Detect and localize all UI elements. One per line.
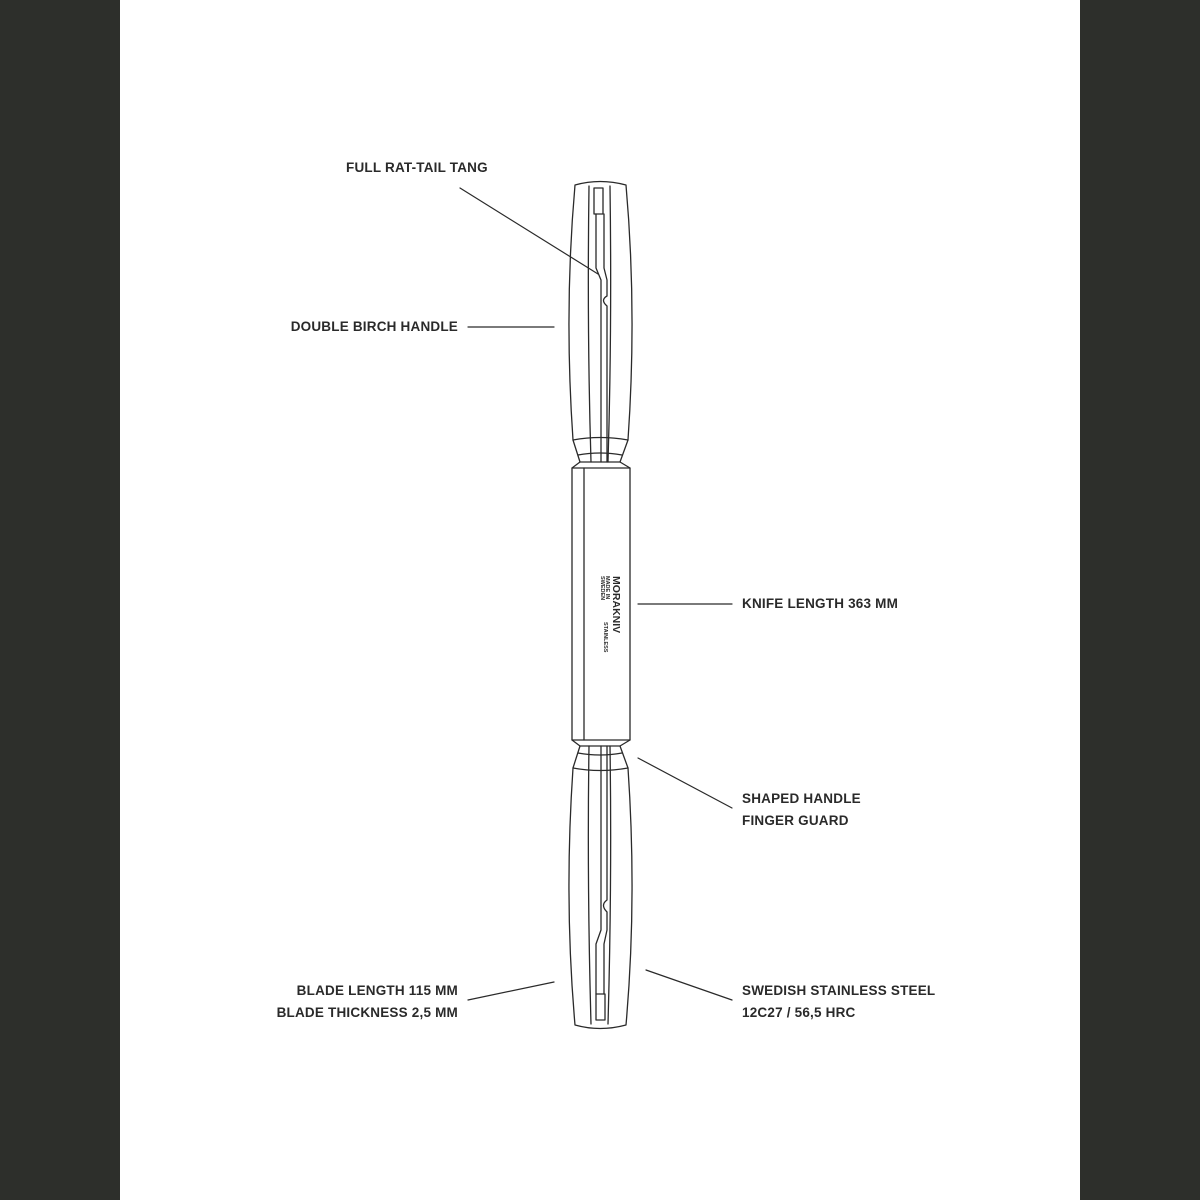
- steel-grade-label: 12C27 / 56,5 HRC: [742, 1005, 856, 1020]
- knife-length-label: KNIFE LENGTH 363 MM: [742, 596, 899, 611]
- upper-tang-end: [594, 188, 603, 214]
- finger-guard-line-1: SHAPED HANDLE: [742, 791, 861, 806]
- imprint-steel: STAINLESS: [602, 622, 608, 653]
- tang-callout: [346, 157, 488, 179]
- lower-tang-end: [596, 994, 605, 1020]
- upper-handle: [569, 182, 632, 463]
- sheath-imprint: [599, 576, 622, 653]
- finger-guard-line-2: FINGER GUARD: [742, 813, 849, 828]
- finger-guard-leader: [638, 758, 732, 808]
- blade-leader: [468, 982, 554, 1000]
- lower-handle: [569, 746, 632, 1029]
- blade-thickness-label: BLADE THICKNESS 2,5 MM: [276, 1005, 458, 1020]
- tang-leader: [460, 188, 598, 274]
- tang-label: FULL RAT-TAIL TANG: [346, 160, 488, 175]
- imprint-country: SWEDEN: [599, 576, 605, 601]
- leader-lines: [460, 188, 732, 1000]
- handle-label: DOUBLE BIRCH HANDLE: [290, 319, 458, 334]
- blade-callout: [277, 980, 458, 1024]
- steel-leader: [646, 970, 732, 1000]
- steel-callout: [742, 980, 935, 1024]
- handle-callout: [291, 316, 458, 338]
- lower-tang: [596, 746, 607, 994]
- imprint-made-in: MADE IN: [604, 576, 610, 600]
- imprint-brand: MORAKNIV: [610, 576, 622, 634]
- steel-type-label: SWEDISH STAINLESS STEEL: [742, 983, 936, 998]
- finger-guard-callout: [742, 788, 861, 832]
- knife-length-callout: [742, 593, 898, 615]
- upper-tang: [596, 214, 607, 462]
- blade-length-label: BLADE LENGTH 115 MM: [296, 983, 458, 998]
